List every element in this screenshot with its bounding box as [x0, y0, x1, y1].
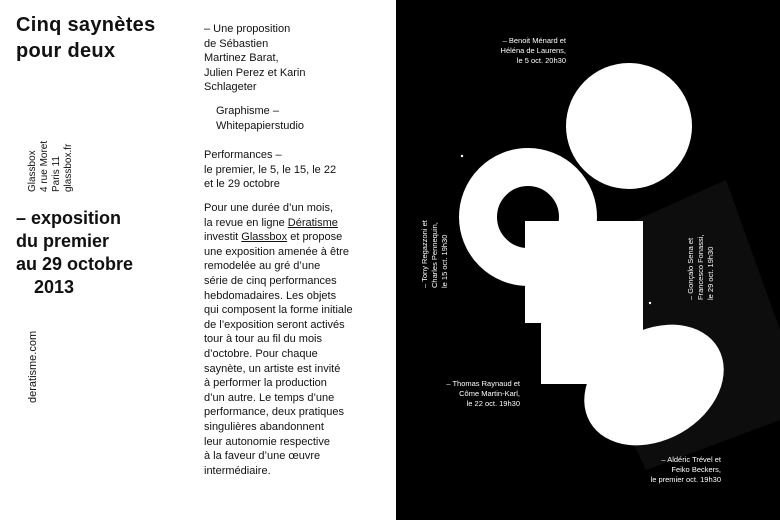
title-line: pour deux [16, 40, 116, 62]
label-benoit [456, 36, 566, 66]
desc-text: investit [204, 231, 242, 244]
desc-line: d’un autre. Le temps d’une [204, 391, 335, 404]
desc-line: une exposition amenée à être [204, 245, 349, 258]
perf-line: et le 29 octobre [204, 178, 280, 191]
perf-line: le premier, le 5, le 15, le 22 [204, 163, 337, 176]
venue-line: Glassbox [27, 150, 38, 192]
label-line: Côme Martin-Karl, [459, 389, 520, 398]
desc-text: et propose [287, 231, 343, 244]
description [204, 201, 353, 478]
label-line: Francesco Fonassi, [696, 234, 705, 300]
venue-line: glassbox.fr [63, 143, 74, 192]
desc-line: série de cinq performances [204, 274, 337, 287]
label-line: – Tony Regazzoni et [420, 220, 429, 288]
venue-line: Paris 11 [51, 156, 62, 192]
desc-line: performance, deux pratiques [204, 406, 345, 419]
expo-year: 2013 [34, 277, 75, 297]
expo-line: au 29 octobre [16, 254, 134, 274]
desc-line: qui composent la forme initiale [204, 304, 353, 317]
poster-shapes [396, 0, 780, 520]
venue-address [27, 82, 75, 192]
desc-line: de l’exposition seront activés [204, 318, 345, 331]
desc-line: à performer la production [204, 377, 327, 390]
exposition-dates [16, 207, 133, 299]
label-line: Héléna de Laurens, [500, 46, 566, 55]
label-tony [420, 208, 450, 288]
label-line: le 29 oct. 19h30 [706, 246, 715, 300]
desc-line [204, 230, 353, 245]
label-line: Feiko Beckers, [671, 465, 721, 474]
desc-line: hebdomadaires. Les objets [204, 289, 337, 302]
label-goncalo [686, 218, 716, 300]
desc-line: intermédiaire. [204, 464, 271, 477]
label-line: le 22 oct. 19h30 [466, 399, 520, 408]
page-title [16, 12, 156, 64]
label-line: le 15 oct. 19h30 [440, 234, 449, 288]
label-line: le premier oct. 19h30 [650, 475, 721, 484]
desc-line: à la faveur d’une œuvre [204, 450, 321, 463]
credits-line: de Sébastien [204, 37, 269, 50]
glassbox-link[interactable]: Glassbox [241, 231, 288, 244]
label-line: le 5 oct. 20h30 [516, 56, 566, 65]
credits-line: Martinez Barat, [204, 52, 279, 65]
credits-line: Julien Perez et Karin [204, 66, 306, 79]
deratisme-link[interactable]: Dératisme [287, 216, 338, 229]
dot-shape [461, 155, 463, 157]
graphisme-line: Graphisme – [216, 105, 279, 117]
credits [204, 22, 306, 95]
label-line: – Aldéric Trével et [661, 455, 721, 464]
desc-text: la revue en ligne [204, 216, 288, 229]
graphisme-line: Whitepapierstudio [216, 119, 305, 132]
desc-line: tour à tour au fil du mois [204, 333, 323, 346]
desc-line: remodelée au gré d’une [204, 260, 321, 273]
credits-line: – Une proposition [204, 23, 291, 35]
desc-line: d’octobre. Pour chaque [204, 347, 318, 360]
label-line: – Gonçalo Sena et [686, 237, 695, 300]
performances-dates [204, 148, 336, 192]
label-alderic [609, 455, 721, 485]
desc-line: saynète, un artiste est invité [204, 362, 341, 375]
expo-line: du premier [16, 231, 110, 251]
desc-line: singulières abandonnent [204, 420, 324, 433]
label-line: Charles Pennequin, [430, 222, 439, 288]
label-thomas [410, 379, 520, 409]
expo-line: – exposition [16, 208, 122, 228]
label-line: – Benoit Ménard et [502, 36, 566, 45]
credits-line: Schlageter [204, 81, 257, 94]
desc-line [204, 216, 353, 231]
perf-line: Performances – [204, 149, 282, 161]
desc-line: Pour une durée d’un mois, [204, 202, 334, 214]
website-link[interactable]: deratisme.com [27, 330, 39, 403]
circle-shape [566, 63, 692, 189]
label-line: – Thomas Raynaud et [446, 379, 520, 388]
poster-panel [396, 0, 780, 520]
desc-line: leur autonomie respective [204, 435, 330, 448]
venue-line: 4 rue Moret [39, 140, 50, 192]
title-line: Cinq saynètes [16, 14, 156, 36]
graphic-design-credit [216, 104, 304, 133]
dot-shape [649, 302, 651, 304]
